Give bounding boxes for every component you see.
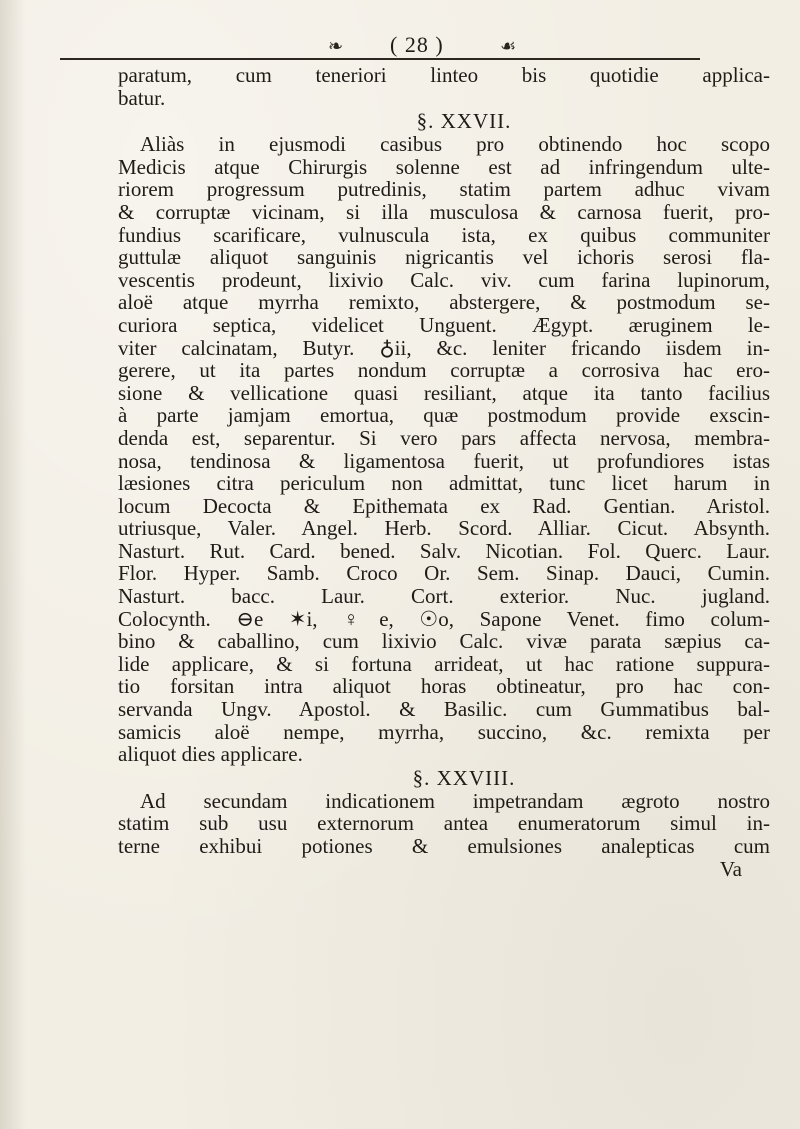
text-line: servanda Ungv. Apostol. & Basilic. cum Gummatibus bal- — [118, 697, 770, 722]
text-line: samicis aloë nempe, myrrha, succino, &c. remixta per — [118, 719, 770, 744]
text-line: lide applicare, & si fortuna arrideat, ut hac ratione suppura- — [118, 651, 770, 676]
page-header — [60, 28, 760, 58]
text-line: sione & vellicatione quasi resiliant, atque ita tanto facilius — [118, 380, 770, 405]
text-line: & corruptæ vicinam, si illa musculosa & carnosa fuerit, pro- — [118, 199, 770, 224]
text-line: Aliàs in ejusmodi casibus pro obtinendo hoc scopo — [140, 132, 770, 157]
text-line: aliquot dies applicare. — [118, 742, 303, 767]
text-line: riorem progressum putredinis, statim partem adhuc vivam — [118, 177, 770, 202]
text-line: Ad secundam indicationem impetrandam ægroto nostro — [140, 788, 770, 813]
ornament-left-icon: ❧ — [328, 36, 344, 57]
text-line: paratum, cum teneriori linteo bis quotidie applica- — [118, 63, 770, 87]
text-line: læsiones citra periculum non admittat, tunc licet harum in — [118, 471, 770, 496]
page-number: ( 28 ) — [390, 32, 444, 57]
text-line: utriusque, Valer. Angel. Herb. Scord. Alliar. Cicut. Absynth. — [118, 516, 770, 541]
catchword: Va — [719, 856, 742, 881]
text-line: batur. — [118, 85, 166, 110]
text-line: statim sub usu externorum antea enumeratorum simul in- — [118, 811, 770, 836]
text-line: denda est, separentur. Si vero pars affecta nervosa, membra- — [118, 425, 770, 450]
text-line: Nasturt. bacc. Laur. Cort. exterior. Nuc. jugland. — [118, 584, 770, 609]
section-heading: §. XXVII. — [416, 109, 512, 134]
text-line: guttulæ aliquot sanguinis nigricantis vel ichoris serosi fla- — [118, 245, 770, 270]
section-heading: §. XXVIII. — [412, 765, 516, 790]
text-line: terne exhibui potiones & emulsiones analepticas cum — [118, 834, 770, 858]
page-edge-shadow — [0, 0, 26, 1129]
text-line: aloë atque myrrha remixto, abstergere, & postmodum se- — [118, 290, 770, 315]
text-line: locum Decocta & Epithemata ex Rad. Gentian. Aristol. — [118, 493, 770, 518]
ornament-right-icon: ☙ — [500, 36, 517, 57]
text-line: bino & caballino, cum lixivio Calc. vivæ parata sæpius ca- — [118, 629, 770, 654]
text-line: fundius scarificare, vulnuscula ista, ex quibus communiter — [118, 222, 770, 247]
text-line: vescentis prodeunt, lixivio Calc. viv. cum farina lupinorum, — [118, 267, 770, 292]
text-line: Flor. Hyper. Samb. Croco Or. Sem. Sinap. Dauci, Cumin. — [118, 561, 770, 586]
text-line: gerere, ut ita partes nondum corruptæ a corrosiva hac ero- — [118, 358, 770, 383]
text-line: à parte jamjam emortua, quæ postmodum provide exscin- — [118, 403, 770, 428]
body-text — [118, 64, 770, 880]
text-line: tio forsitan intra aliquot horas obtineatur, pro hac con- — [118, 674, 770, 699]
text-line: viter calcinatam, Butyr. ♁ii, &c. leniter fricando iisdem in- — [118, 335, 770, 360]
text-line: Nasturt. Rut. Card. bened. Salv. Nicotian. Fol. Querc. Laur. — [118, 538, 770, 563]
text-line: curiora septica, videlicet Unguent. Ægypt. æruginem le- — [118, 312, 770, 337]
text-line: nosa, tendinosa & ligamentosa fuerit, ut profundiores istas — [118, 448, 770, 473]
header-rule — [60, 58, 700, 60]
text-line: Colocynth. ⊖e ✶i, ♀e, ☉o, Sapone Venet. fimo colum- — [118, 606, 770, 631]
text-line: Medicis atque Chirurgis solenne est ad infringendum ulte- — [118, 154, 770, 179]
